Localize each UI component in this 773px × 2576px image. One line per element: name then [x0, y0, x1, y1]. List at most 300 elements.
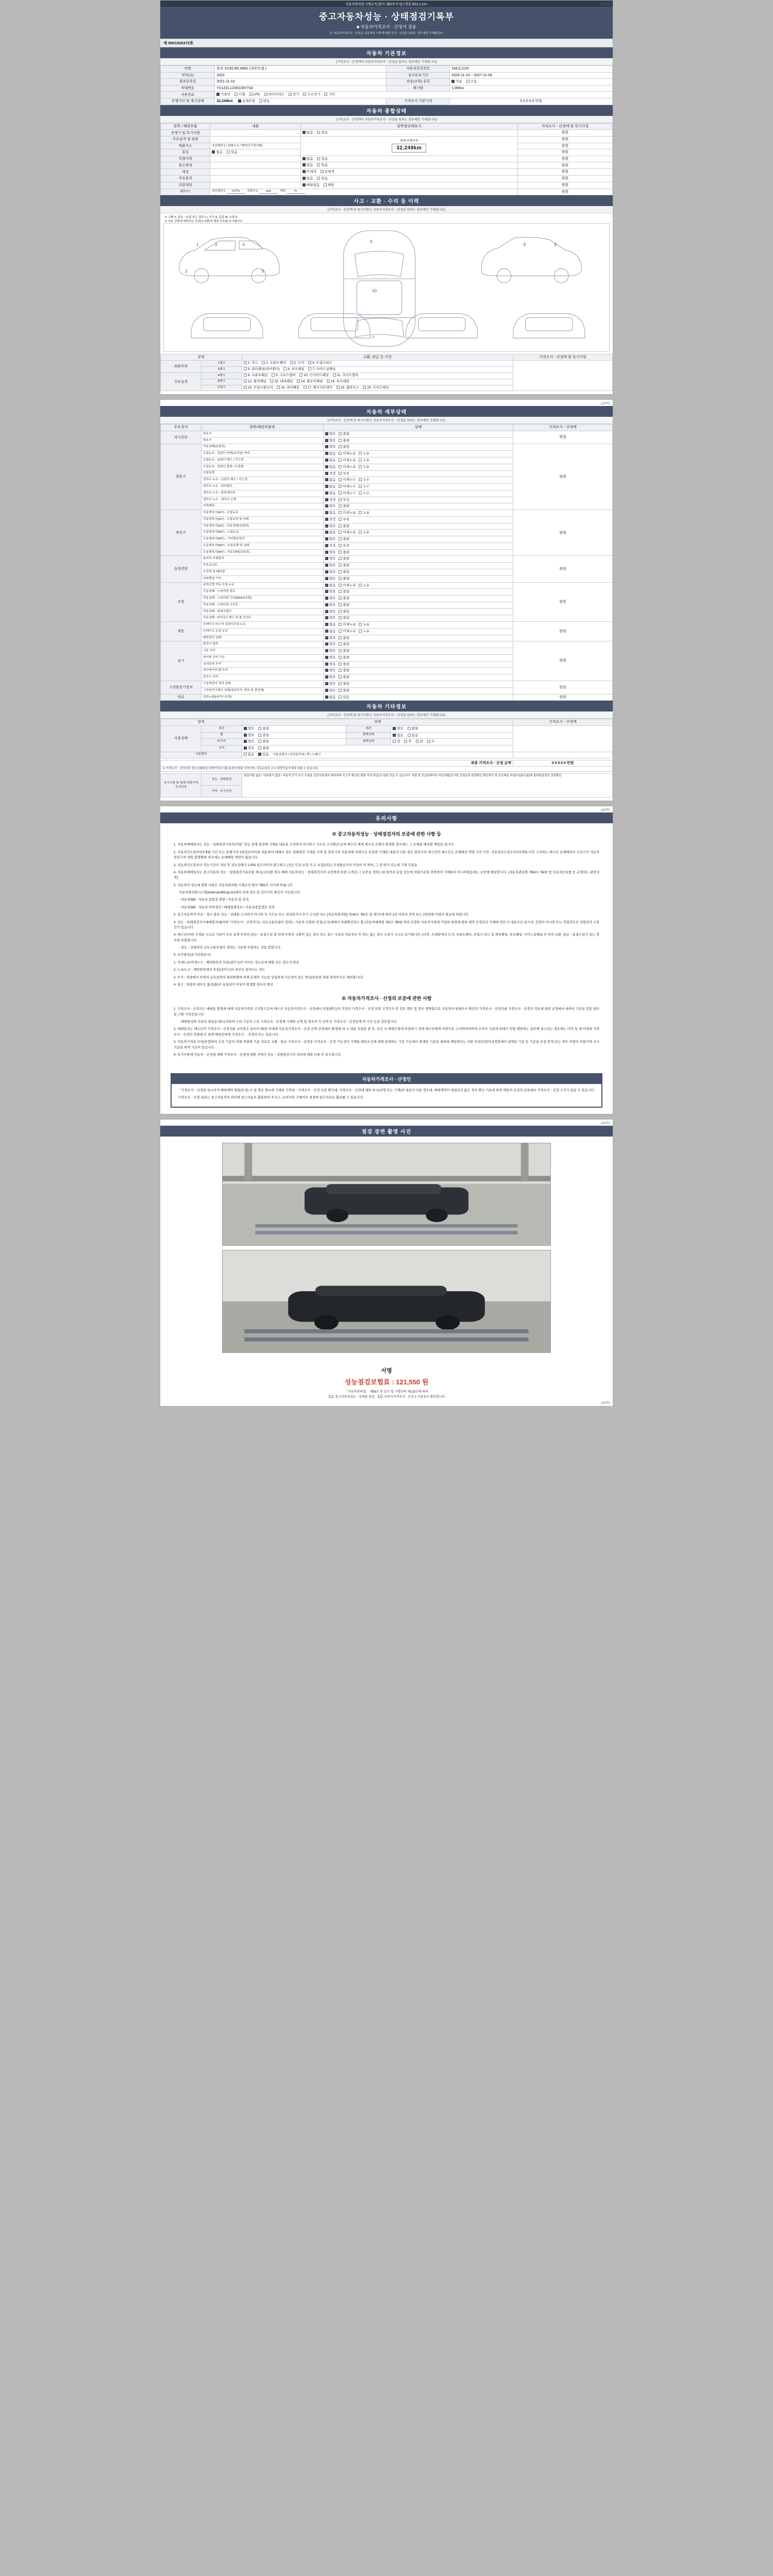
svg-text:6: 6 [370, 239, 373, 244]
checkbox-label: 누유 [363, 629, 369, 633]
checkbox-label: 양호 [329, 432, 336, 436]
checkbox-option-first[interactable] [325, 564, 336, 568]
section-accident-sub: (가격조사ㆍ산정액 및 특기사항은 자동차가격조사ㆍ산정을 원하는 경우에만 기재합니다) [160, 206, 613, 213]
checkbox-label: 누수 [363, 491, 369, 495]
checkbox-option-first[interactable] [325, 544, 336, 549]
checkbox-label: 양호 [329, 649, 336, 653]
notice-item-13: 1. 미세누유/미세누수 : 해당항목의 오일(냉각수)이 비치는 정도로써 배출 되는 정도의 현상 [174, 960, 299, 964]
checkbox-basic-yes[interactable]: 있음 [258, 753, 269, 757]
notice-item-10: 4. 매수인(이하 인정된 시고로 기준이 주요 골격 부위의 판금ㆍ용접수리 및 차체 부위의 교환이 있는 경우 또는 침수 사실의 자동차인 후 하는 없는 경우 수리가 시고로 표기됩니다. (다만, 프레임에서 도저, 프론트팬더, 트렁크 리드 및 쿼터패널, 루프패널, 사이드실패널 부 위의 교환, 판금ㆍ용접수리가 있는 경우를 포함합니다. [174, 933, 599, 942]
checkbox-part-pillar[interactable]: 12. 필러패널 [244, 380, 266, 384]
checkbox-special-none[interactable]: 없음 [303, 157, 313, 162]
checkbox-option-1[interactable] [339, 610, 349, 615]
checkbox-option-1[interactable] [339, 531, 356, 535]
checkbox-option-1[interactable] [339, 498, 349, 503]
checkbox-option-first[interactable] [325, 696, 336, 700]
checkbox-basic-none[interactable]: 없음 [244, 753, 255, 757]
checkbox-icon [325, 584, 328, 587]
checkbox-icon [339, 492, 342, 495]
checkbox-option-1[interactable] [339, 445, 349, 450]
checkbox-option-1[interactable] [339, 696, 349, 700]
sheet-page-1 [160, 0, 613, 395]
checkbox-usechange-yes[interactable]: 있음 [317, 163, 328, 168]
row-content-0 [210, 130, 300, 137]
section-accident-title: 사고 · 교환 · 수리 등 이력 [160, 195, 613, 206]
checkbox-label: 불량 [343, 577, 349, 581]
checkbox-option-1[interactable] [339, 537, 349, 542]
detail-status-cell [323, 681, 513, 688]
checkbox-option-first[interactable] [325, 504, 336, 509]
checkbox-option-first[interactable] [325, 478, 336, 483]
state-exterior [242, 725, 346, 732]
checkbox-label: 불량 [343, 438, 349, 443]
detail-group-label-5: 제동 [161, 622, 201, 641]
checkbox-option-first[interactable] [325, 630, 336, 634]
outer-items-2 [242, 367, 513, 373]
checkbox-option-first[interactable] [325, 590, 336, 595]
label-smoke: 매연 [280, 190, 286, 193]
checkbox-icon [325, 669, 328, 672]
checkbox-option-first[interactable] [325, 459, 336, 463]
page-subtitle: ■ 자동차가격조사 · 산정서 겸용 [357, 24, 416, 29]
detail-status-cell [323, 563, 513, 569]
notice-item-3: 4. 자동차매매업자는 중고자동차 성능ㆍ상태점검기록부를 제시(교부)한 경우 매매 자동차성능ㆍ상태점검자의 보증범위 또한 고객과 그 보증을 정하는데 있어서 동일 성능에 차량기준을 위반하여 기재하지 아니하였음에는 보증에 해당합니다. (자동차관리법 제58조 제4항 및 자동차등록법 등 규정하는 관련자격) [174, 870, 599, 880]
checkbox-option-first[interactable] [325, 597, 336, 601]
checkbox-option-first[interactable] [325, 669, 336, 673]
checkbox-part-front-panel[interactable]: 8. 프론트패널 [244, 374, 268, 378]
checkbox-label: 양호 [329, 616, 336, 620]
checkbox-label: 불량 [343, 570, 349, 574]
notice-item-11: - 성능ㆍ상태점검 국토교통부령이 정하는 기준에 부합하는 것을 말합니다. [179, 946, 281, 950]
row-price-5: 원원 [517, 162, 612, 169]
checkbox-option-1[interactable] [339, 642, 349, 647]
checkbox-label: 없음 [329, 695, 336, 699]
checkbox-label: 양호 [329, 577, 336, 581]
checkbox-option-2[interactable] [359, 531, 369, 535]
checkbox-icon [339, 642, 342, 646]
table-row [161, 98, 613, 105]
checkbox-option-1[interactable] [339, 492, 356, 496]
checkbox-option-2[interactable] [359, 511, 369, 516]
checkbox-option-none[interactable]: 없음 [303, 177, 313, 181]
checkbox-option-first[interactable] [325, 649, 336, 654]
checkbox-icon [325, 511, 328, 514]
other-info-table [160, 719, 613, 758]
detail-status-cell [323, 615, 513, 622]
table-row [161, 622, 613, 629]
checkbox-option-first[interactable] [325, 682, 336, 687]
checkbox-icon [325, 478, 328, 481]
checkbox-option-first[interactable] [325, 577, 336, 582]
detail-status-cell [323, 516, 513, 523]
checkbox-transfer-1[interactable]: 자동 [451, 80, 462, 84]
checkbox-option-first[interactable] [325, 636, 336, 641]
checkbox-option-2[interactable] [359, 623, 369, 628]
table-header-row [161, 354, 613, 360]
checkbox-part-trunk-floor[interactable]: 15. 트렁크플로어 [244, 386, 273, 391]
state-interior [391, 725, 513, 732]
accident-legend-1: ※ 교환 X, 판금ㆍ용접 또는 절단 ( ), 부식 A, 흠집 W, 요철 U [164, 215, 238, 219]
label-outer-rank-2: 2랭크 [201, 367, 242, 373]
checkbox-label: 양호 [329, 655, 336, 659]
label-price-survey: 가격 · 조사산정 [201, 786, 242, 798]
checkbox-recall-na[interactable]: 해당없음 [303, 183, 320, 188]
checkbox-option-first[interactable] [325, 642, 336, 647]
label-special-notes: 특기사항 및 업체 차량가격 조사산정 [161, 774, 201, 798]
checkbox-option-2[interactable] [359, 485, 369, 489]
detail-state-table [160, 424, 613, 701]
checkbox-label: 불량 [343, 682, 349, 686]
table-row-emission [161, 189, 613, 195]
checkbox-part-crossmember[interactable]: 9. 크로스멤버 [272, 374, 296, 378]
checkbox-wheel-good[interactable]: 양호 [244, 734, 255, 738]
checkbox-fuel-other[interactable]: 기타 [324, 93, 335, 97]
checkbox-mileage-actual[interactable]: 실제주행 [238, 99, 255, 104]
checkbox-special-yes[interactable]: 있음 [317, 157, 328, 162]
value-smoke: % [287, 190, 305, 194]
checkbox-option-1[interactable] [339, 597, 349, 601]
car-diagram-svg [164, 224, 607, 351]
checkbox-option-first[interactable] [325, 675, 336, 680]
page-number-bottom: (4/4쪽) [600, 1402, 610, 1405]
checkbox-option-1[interactable] [339, 472, 349, 477]
checkbox-option-first[interactable] [325, 439, 336, 444]
row-state-8 [300, 182, 517, 189]
checkbox-option-1[interactable] [339, 511, 356, 516]
checkbox-option-1[interactable] [339, 524, 349, 529]
checkbox-pos-rear[interactable]: 후 [404, 740, 411, 744]
detail-status-cell [323, 530, 513, 536]
checkbox-part-dash-panel[interactable]: 13. 대쉬패널 [270, 380, 293, 384]
checkbox-option-first[interactable] [325, 452, 336, 456]
checkbox-option-2[interactable] [359, 584, 369, 588]
checkbox-icon [359, 478, 362, 481]
checkbox-part-roof-rail[interactable]: 19. 루프레일 [327, 380, 349, 384]
checkbox-option-1[interactable] [339, 630, 356, 634]
checkbox-option-first[interactable] [325, 656, 336, 660]
checkbox-option-first[interactable] [325, 616, 336, 621]
final-price-table [160, 760, 613, 772]
checkbox-option-2[interactable] [359, 452, 369, 456]
checkbox-icon [325, 590, 328, 593]
checkbox-label: 불량 [343, 445, 349, 449]
row-price-2: 원원 [517, 143, 612, 149]
checkbox-icon [339, 577, 342, 580]
checkbox-option-first[interactable] [325, 557, 336, 562]
checkbox-option-1[interactable] [339, 465, 356, 470]
row-label-6: 색상 [161, 169, 210, 176]
checkbox-option-1[interactable] [339, 485, 356, 489]
mileage-value: 32,249km [216, 99, 233, 104]
checkbox-option-1[interactable] [339, 564, 349, 568]
special-notes-table [160, 773, 613, 798]
row-label-1: 주요골격 및 외판 [161, 137, 210, 143]
checkbox-label: 불량 [343, 597, 349, 601]
checkbox-option-1[interactable] [339, 504, 349, 509]
checkbox-label: 불량 [343, 564, 349, 568]
checkbox-part-side-panel[interactable]: 20. 사이드패널 [363, 386, 389, 391]
checkbox-recall-yes[interactable]: 해당 [324, 183, 334, 188]
checkbox-option-first[interactable] [325, 498, 336, 503]
checkbox-label: 없음 [329, 491, 336, 495]
detail-group-label-3: 동력전달 [161, 556, 201, 582]
checkbox-label: 적정 [329, 517, 336, 521]
inspection-photo-2[interactable] [222, 1250, 551, 1353]
checkbox-option-1[interactable] [339, 584, 356, 588]
checkbox-fuel-hydrogen[interactable]: 수소전기 [303, 93, 320, 97]
checkbox-label: 양호 [329, 688, 336, 692]
detail-status-cell [323, 635, 513, 641]
checkbox-option-first[interactable] [325, 603, 336, 608]
checkbox-icon [359, 465, 362, 468]
checkbox-wheel-bad[interactable]: 불량 [258, 734, 269, 738]
damage-price-cell [513, 361, 613, 391]
checkbox-transfer-2[interactable]: 수동 [466, 80, 477, 84]
checkbox-label: 누유 [363, 452, 369, 456]
svg-text:10: 10 [372, 288, 377, 293]
detail-status-cell [323, 510, 513, 517]
checkbox-fuel-lpg[interactable]: LPG [249, 93, 260, 97]
checkbox-option-1[interactable] [339, 649, 349, 654]
checkbox-pos-left[interactable]: 좌 [416, 740, 423, 744]
insurance-fee-label: 성능점검보험료 : [344, 1378, 394, 1386]
checkbox-option-first[interactable] [325, 537, 336, 542]
footer-note-2: 【1】중고자동차성능 · 상태를 점검, 【2】자동차가격조사 · 산정 1 부담검사 확인합니다. [327, 1395, 446, 1399]
checkbox-tuning-yes[interactable]: 있음 [227, 150, 238, 155]
checkbox-label: 누유 [363, 583, 369, 587]
checkbox-glass-bad[interactable]: 불량 [258, 747, 269, 751]
checkbox-option-2[interactable] [359, 630, 369, 634]
th-part-area: 부위 [161, 354, 242, 360]
detail-status-cell [323, 648, 513, 655]
checkbox-part-quarter[interactable]: 5. 쿼터패널(리어팬더) [244, 367, 280, 372]
checkbox-tire-good[interactable]: 양호 [244, 740, 255, 744]
checkbox-part-package-tray[interactable]: 17. 패키지트레이 [304, 386, 333, 391]
checkbox-option-2[interactable] [359, 478, 369, 483]
detail-status-cell [323, 464, 513, 470]
detail-part-name: 오일유량 [201, 470, 323, 477]
detail-status-cell [323, 687, 513, 694]
checkbox-option-1[interactable] [339, 675, 349, 680]
detail-part-name: 실내송풍 모터 [201, 661, 323, 668]
checkbox-label: 없음 [329, 485, 336, 489]
checkbox-fuel-hybrid[interactable]: 하이브리드 [264, 93, 284, 97]
checkbox-option-first[interactable] [325, 551, 336, 555]
svg-text:9: 9 [554, 242, 557, 247]
checkbox-usechange-none[interactable]: 없음 [303, 163, 313, 168]
checkbox-option-first[interactable] [325, 511, 336, 516]
svg-text:2: 2 [185, 269, 188, 274]
checkbox-option-first[interactable] [325, 472, 336, 477]
checkbox-yes-0[interactable]: 있음 [317, 131, 328, 135]
checkbox-part-hood[interactable]: 1. 후드 [244, 361, 258, 366]
checkbox-icon [339, 445, 342, 448]
detail-price-cell-5: 원원 [513, 622, 613, 641]
other-price-cell [513, 725, 613, 752]
page-number-4: (4/4쪽) [600, 1122, 610, 1125]
checkbox-option-first[interactable] [325, 689, 336, 693]
checkbox-part-trunk-lid[interactable]: 4. 트렁크리드 [308, 361, 332, 366]
checkbox-fuel-gasoline[interactable]: 가솔린 [216, 93, 230, 97]
checkbox-tire-bad[interactable]: 불량 [258, 740, 269, 744]
checkbox-label: 미세누수 [343, 491, 356, 495]
checkbox-glass-good[interactable]: 양호 [244, 747, 255, 751]
checkbox-part-sidesill[interactable]: 7. 사이드실패널 [308, 367, 335, 372]
checkbox-option-1[interactable] [339, 623, 356, 628]
checkbox-option-yes[interactable]: 있음 [317, 177, 328, 181]
checkbox-option-1[interactable] [339, 439, 349, 444]
car-damage-diagram[interactable] [163, 223, 610, 352]
checkbox-fuel-electric[interactable]: 전기 [289, 93, 299, 97]
checkbox-color-chromatic[interactable]: 유채색 [321, 170, 334, 175]
checkbox-option-1[interactable] [339, 570, 349, 575]
checkbox-option-first[interactable] [325, 623, 336, 628]
checkbox-icon [339, 498, 342, 501]
checkbox-exterior-good[interactable]: 양호 [244, 727, 255, 732]
checkbox-part-front-fender[interactable]: 2. 프론트팬더 [262, 361, 286, 366]
checkbox-part-inside-panel[interactable]: 10. 인사이드패널 [299, 374, 329, 378]
checkbox-icon [325, 630, 328, 633]
checkbox-option-2[interactable] [359, 492, 369, 496]
label-use-state: 사용상태 [161, 725, 201, 752]
checkbox-option-first[interactable] [325, 492, 336, 496]
detail-part-name: 냉각수 누수 - 실린더 헤드 / 가스켓 [201, 477, 323, 484]
checkbox-part-floor-panel[interactable]: 14. 플로어패널 [297, 380, 323, 384]
checkbox-icon [339, 478, 342, 481]
checkbox-polish-yes[interactable]: 있음 [408, 734, 418, 738]
checkbox-icon [339, 689, 342, 692]
detail-part-name: 동력조향 작동 오일 누유 [201, 582, 323, 589]
detail-status-cell [323, 444, 513, 451]
checkbox-option-2[interactable] [359, 459, 369, 463]
checkbox-option-1[interactable] [339, 432, 349, 437]
checkbox-icon [325, 544, 328, 547]
checkbox-icon [325, 675, 328, 679]
checkbox-option-1[interactable] [339, 518, 349, 522]
checkbox-icon [325, 564, 328, 567]
checkbox-color-achromatic[interactable]: 무채색 [303, 170, 316, 175]
checkbox-label: 미세누유 [343, 531, 356, 535]
checkbox-icon [339, 656, 342, 659]
checkbox-option-1[interactable] [339, 603, 349, 608]
checkbox-option-first[interactable] [325, 465, 336, 470]
checkbox-option-first[interactable] [325, 485, 336, 489]
table-row [161, 681, 613, 688]
checkbox-option-1[interactable] [339, 452, 356, 456]
checkbox-option-first[interactable] [325, 445, 336, 450]
checkbox-option-1[interactable] [339, 616, 349, 621]
label-displacement: 배기량 [386, 85, 450, 91]
value-inspection-valid: 2025-11-10 ~ 2027-11-09 [450, 72, 613, 78]
label-emission: 배출가스 [161, 189, 210, 195]
checkbox-option-first[interactable] [325, 610, 336, 615]
checkbox-option-first[interactable] [325, 531, 336, 535]
detail-part-name: 윈도우 모터 [201, 674, 323, 681]
checkbox-icon [339, 590, 342, 593]
detail-status-cell [323, 484, 513, 490]
checkbox-label: 없음 [329, 478, 336, 482]
detail-status-cell [323, 503, 513, 510]
checkbox-option-1[interactable] [339, 656, 349, 660]
checkbox-option-1[interactable] [339, 459, 356, 463]
checkbox-option-first[interactable] [325, 570, 336, 575]
detail-price-cell-8: 원원 [513, 694, 613, 701]
detail-price-cell-3: 원원 [513, 556, 613, 582]
checkbox-label: 미세누수 [343, 478, 356, 482]
row-price-4: 원원 [517, 156, 612, 162]
label-vin: 차대번호 [161, 85, 215, 91]
checkbox-icon [339, 663, 342, 666]
table-row [161, 760, 613, 766]
checkbox-pos-front[interactable]: 전 [393, 740, 400, 744]
checkbox-option-1[interactable] [339, 478, 356, 483]
detail-status-cell [323, 661, 513, 668]
checkbox-option-first[interactable] [325, 663, 336, 667]
detail-status-cell [323, 437, 513, 444]
checkbox-interior-good[interactable]: 양호 [393, 727, 404, 732]
checkbox-option-1[interactable] [339, 590, 349, 595]
checkbox-option-1[interactable] [339, 577, 349, 582]
checkbox-part-roof[interactable]: 6. 루프패널 [283, 367, 304, 372]
checkbox-none-0[interactable]: 없음 [303, 131, 313, 135]
checkbox-part-side-member[interactable]: 11. 사이드멤버 [333, 374, 359, 378]
table-row [161, 130, 613, 137]
checkbox-label: 적정 [329, 498, 336, 502]
notice-heading-2: ※ 자동차가격조사 · 산정의 보증에 관한 사항 [341, 996, 432, 1002]
checkbox-label: 불량 [343, 649, 349, 653]
checkbox-label: 부족 [343, 517, 349, 521]
checkbox-label: 불량 [343, 432, 349, 436]
row-content-3 [210, 149, 300, 156]
checkbox-exterior-bad[interactable]: 불량 [258, 727, 269, 732]
detail-status-cell [323, 457, 513, 464]
checkbox-label: 없음 [329, 511, 336, 515]
checkbox-option-1[interactable] [339, 689, 349, 693]
svg-text:8: 8 [523, 242, 526, 247]
inspection-photo-1[interactable] [222, 1143, 551, 1246]
checkbox-polish-none[interactable]: 없음 [393, 734, 404, 738]
checkbox-option-1[interactable] [339, 682, 349, 687]
checkbox-option-1[interactable] [339, 557, 349, 562]
row-state-0 [300, 130, 517, 137]
checkbox-mileage-changed[interactable]: 변동 [259, 99, 270, 104]
checkbox-option-1[interactable] [339, 544, 349, 549]
checkbox-part-rear-panel[interactable]: 16. 리어패널 [277, 386, 299, 391]
checkbox-label: 양호 [329, 570, 336, 574]
checkbox-label: 불량 [343, 688, 349, 692]
checkbox-option-first[interactable] [325, 584, 336, 588]
checkbox-option-1[interactable] [339, 636, 349, 641]
checkbox-option-first[interactable] [325, 518, 336, 522]
checkbox-option-first[interactable] [325, 432, 336, 437]
checkbox-part-door[interactable]: 3. 도어 [290, 361, 305, 366]
table-row [161, 92, 613, 98]
checkbox-part-wheelhouse[interactable]: 18. 휠하우스 [337, 386, 359, 391]
checkbox-label: 있음 [343, 695, 349, 699]
checkbox-pos-right[interactable]: 우 [427, 740, 434, 744]
basic-info-table [160, 65, 613, 105]
checkbox-tuning-none[interactable]: 없음 [212, 150, 223, 155]
checkbox-option-2[interactable] [359, 465, 369, 470]
checkbox-option-first[interactable] [325, 524, 336, 529]
checkbox-option-1[interactable] [339, 669, 349, 673]
checkbox-interior-bad[interactable]: 불량 [408, 727, 418, 732]
checkbox-option-1[interactable] [339, 551, 349, 555]
document-title-block [160, 7, 613, 39]
checkbox-label: 양호 [329, 438, 336, 443]
checkbox-fuel-diesel[interactable]: 디젤 [234, 93, 245, 97]
checkbox-option-1[interactable] [339, 663, 349, 667]
